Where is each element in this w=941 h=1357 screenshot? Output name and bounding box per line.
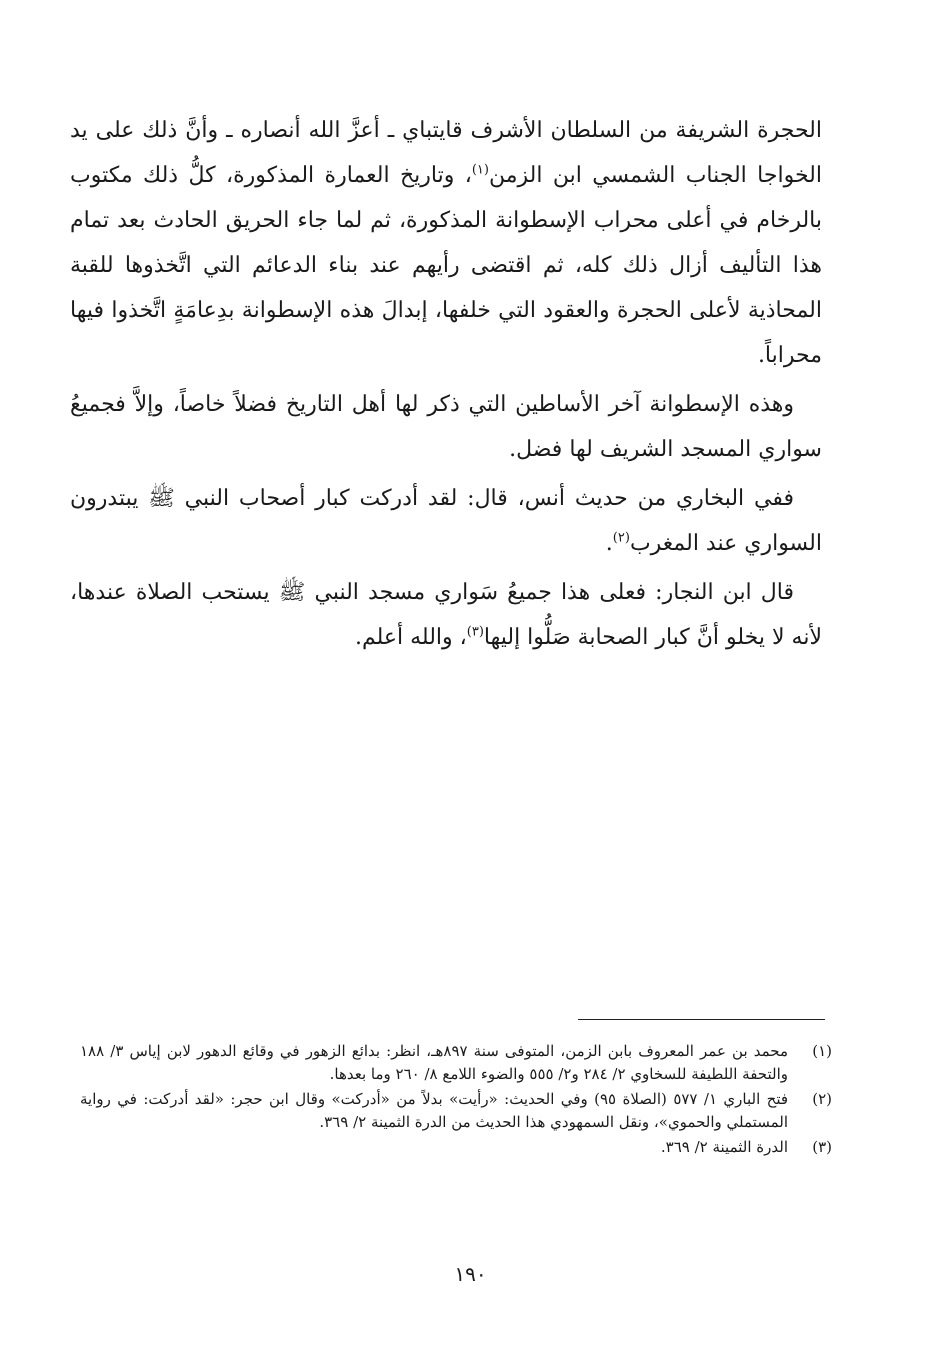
main-text <box>70 108 822 664</box>
paragraph-2 <box>70 382 822 472</box>
page-number: ١٩٠ <box>454 1262 487 1286</box>
footnote-ref-1: (١) <box>471 162 489 178</box>
footnote-number: (٢) <box>812 1090 832 1108</box>
paragraph-1 <box>70 108 822 378</box>
footnote-number: (٣) <box>812 1138 832 1156</box>
paragraph-text: قال ابن النجار: فعلى هذا جميعُ سَواري مسجد النبي ﷺ يستحب الصلاة عندها، لأنه لا يخلو أنَّ كبار الصحابة صَلُّوا إليها <box>70 580 822 650</box>
paragraph-text: الحجرة الشريفة من السلطان الأشرف قايتباي ـ أعزَّ الله أنصاره ـ وأنَّ ذلك على يد الخواجا الجناب الشمسي ابن الزمن <box>70 118 822 188</box>
paragraph-text: ، وتاريخ العمارة المذكورة، كلُّ ذلك مكتوب بالرخام في أعلى محراب الإسطوانة المذكورة، ثم لما جاء الحريق الحادث بعد تمام هذا التأليف أزال ذلك كله، ثم اقتضى رأيهم عند بناء الدعائم التي اتَّخذوها للقبة المحاذية لأعلى الحجرة والعقود التي خلفها، إبدالَ هذه الإسطوانة بدِعامَةٍ اتَّخذوا فيها محراباً. <box>70 163 822 368</box>
footnote-ref-2: (٢) <box>612 530 630 546</box>
footnote-2 <box>80 1088 832 1134</box>
paragraph-3 <box>70 476 822 566</box>
footnote-3 <box>80 1136 832 1159</box>
footnote-text: الدرة الثمينة ٢/ ٣٦٩. <box>660 1138 788 1156</box>
paragraph-4 <box>70 570 822 660</box>
footnote-1 <box>80 1040 832 1086</box>
paragraph-text: وهذه الإسطوانة آخر الأساطين التي ذكر لها أهل التاريخ فضلاً خاصاً، وإلاَّ فجميعُ سواري المسجد الشريف لها فضل. <box>70 392 822 462</box>
paragraph-text: ففي البخاري من حديث أنس، قال: لقد أدركت كبار أصحاب النبي ﷺ يبتدرون السواري عند المغرب <box>70 486 822 556</box>
footnote-text: محمد بن عمر المعروف بابن الزمن، المتوفى سنة ٨٩٧هـ، انظر: بدائع الزهور في وقائع الدهور لابن إياس ٣/ ١٨٨ والتحفة اللطيفة للسخاوي ٢/ ٢٨٤ و٢/ ٥٥٥ والضوء اللامع ٨/ ٢٦٠ وما بعدها. <box>80 1042 788 1083</box>
footnote-number: (١) <box>812 1042 832 1060</box>
footnote-separator <box>578 1019 825 1020</box>
footnote-ref-3: (٣) <box>466 624 484 640</box>
paragraph-text: ، والله أعلم. <box>354 625 467 650</box>
paragraph-text: . <box>605 531 613 556</box>
footnote-text: فتح الباري ١/ ٥٧٧ (الصلاة ٩٥) وفي الحديث: «رأيت» بدلاً من «أدركت» وقال ابن حجر: «لقد أدركت: في رواية المستملي والحموي»، ونقل السمهودي هذا الحديث من الدرة الثمينة ٢/ ٣٦٩. <box>80 1090 789 1131</box>
footnotes <box>80 1040 832 1161</box>
